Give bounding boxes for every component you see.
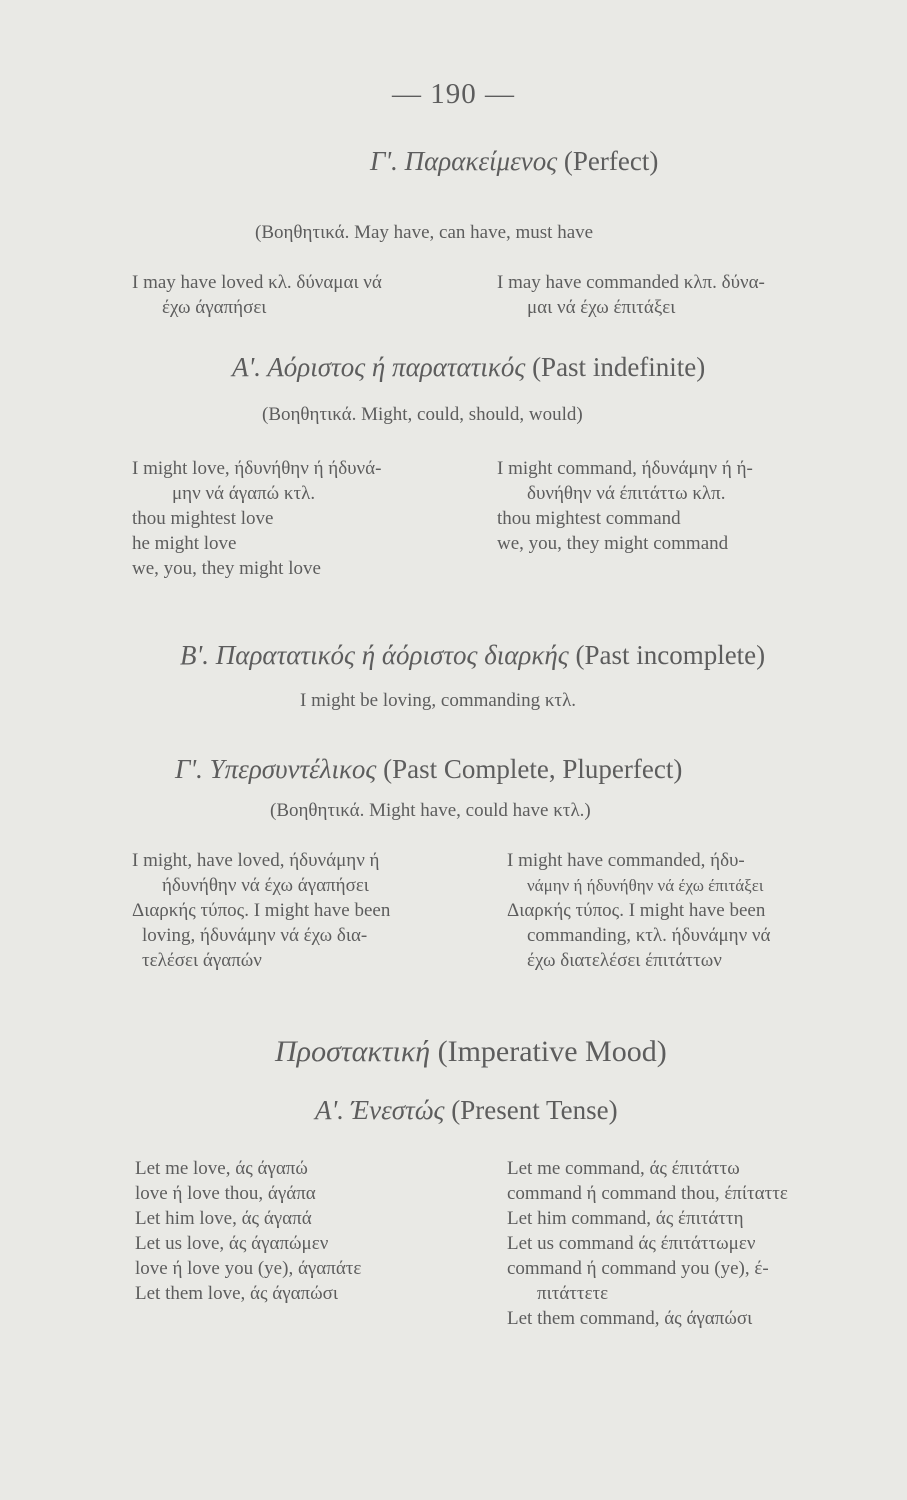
imperative-left-column	[135, 1156, 361, 1306]
aorist-heading-english: (Past indefinite)	[532, 352, 706, 382]
pluperfect-heading-english: (Past Complete, Pluperfect)	[383, 754, 683, 784]
aorist-right-column	[497, 456, 753, 556]
perfect-right-line: I may have commanded κλπ. δύνα-	[497, 272, 765, 293]
aorist-left-line: thou mightest love	[132, 508, 274, 529]
imperfect-heading-greek: Β'. Παρατατικός ή άόριστος διαρκής	[180, 640, 569, 670]
imperative-left-line: Let us love, άς άγαπώμεν	[135, 1233, 329, 1254]
perfect-left-line: έχω άγαπήσει	[162, 297, 267, 318]
present-tense-greek: Α'. Ένεστώς	[315, 1095, 445, 1125]
imperfect-heading-english: (Past incomplete)	[575, 640, 766, 670]
aorist-left-line: we, you, they might love	[132, 558, 321, 579]
pluperfect-left-line: Διαρκής τύπος. I might have been	[132, 900, 391, 921]
imperative-right-column	[507, 1156, 788, 1331]
aorist-right-line: I might command, ήδυνάμην ή ή-	[497, 458, 753, 479]
imperfect-heading	[180, 640, 765, 671]
perfect-heading-greek: Γ'. Παρακείμενος	[370, 146, 558, 176]
imperative-right-line: πιτάττετε	[537, 1283, 609, 1304]
aorist-right-line: δυνήθην νά έπιτάττω κλπ.	[527, 483, 726, 504]
perfect-auxiliaries: (Βοηθητικά. May have, can have, must have	[255, 222, 594, 243]
imperative-heading-greek: Προστακτική	[275, 1035, 431, 1068]
pluperfect-heading-greek: Γ'. Υπερσυντέλικος	[175, 754, 377, 784]
present-tense-english: (Present Tense)	[451, 1095, 618, 1125]
pluperfect-right-line: νάμην ή ήδυνήθην νά έχω έπιτάξει	[527, 876, 764, 895]
imperative-heading-english: (Imperative Mood)	[437, 1035, 667, 1068]
perfect-left-line: I may have loved κλ. δύναμαι νά	[132, 272, 382, 293]
imperative-right-line: Let me command, άς έπιτάττω	[507, 1158, 740, 1179]
aorist-left-column	[132, 456, 381, 581]
perfect-right-line: μαι νά έχω έπιτάξει	[527, 297, 676, 318]
perfect-right-column	[497, 270, 765, 320]
imperative-right-line: Let them command, άς άγαπώσι	[507, 1308, 753, 1329]
pluperfect-left-line: I might, have loved, ήδυνάμην ή	[132, 850, 380, 871]
pluperfect-right-line: Διαρκής τύπος. I might have been	[507, 900, 766, 921]
page-number: — 190 —	[392, 78, 515, 110]
aorist-right-line: thou mightest command	[497, 508, 681, 529]
pluperfect-left-column	[132, 848, 390, 973]
pluperfect-right-line: I might have commanded, ήδυ-	[507, 850, 745, 871]
aorist-auxiliaries: (Βοηθητικά. Might, could, should, would)	[262, 404, 583, 425]
perfect-heading	[370, 146, 658, 177]
pluperfect-left-line: loving, ήδυνάμην νά έχω δια-	[142, 925, 368, 946]
aorist-heading-greek: Α'. Αόριστος ή παρατατικός	[232, 352, 526, 382]
pluperfect-right-line: commanding, κτλ. ήδυνάμην νά	[527, 925, 771, 946]
imperative-left-line: love ή love you (ye), άγαπάτε	[135, 1258, 362, 1279]
aorist-right-line: we, you, they might command	[497, 533, 729, 554]
aorist-left-line: μην νά άγαπώ κτλ.	[172, 483, 316, 504]
imperative-left-line: Let them love, άς άγαπώσι	[135, 1283, 339, 1304]
imperative-left-line: Let him love, άς άγαπά	[135, 1208, 312, 1229]
imperfect-line: I might be loving, commanding κτλ.	[300, 690, 577, 711]
perfect-heading-english: (Perfect)	[563, 146, 659, 176]
pluperfect-heading	[175, 754, 682, 785]
present-tense-heading	[315, 1095, 618, 1126]
imperative-right-line: command ή command thou, έπίταττε	[507, 1183, 788, 1204]
perfect-left-column	[132, 270, 382, 320]
pluperfect-right-column	[507, 848, 770, 973]
imperative-left-line: love ή love thou, άγάπα	[135, 1183, 316, 1204]
aorist-left-line: I might love, ήδυνήθην ή ήδυνά-	[132, 458, 382, 479]
aorist-heading	[232, 352, 705, 383]
pluperfect-left-line: τελέσει άγαπών	[142, 950, 262, 971]
imperative-heading	[275, 1035, 667, 1069]
pluperfect-right-line: έχω διατελέσει έπιτάττων	[527, 950, 722, 971]
imperative-right-line: Let him command, άς έπιτάττη	[507, 1208, 744, 1229]
pluperfect-auxiliaries: (Βοηθητικά. Might have, could have κτλ.)	[270, 800, 591, 821]
imperative-left-line: Let me love, άς άγαπώ	[135, 1158, 308, 1179]
pluperfect-left-line: ήδυνήθην νά έχω άγαπήσει	[162, 875, 369, 896]
imperative-right-line: Let us command άς έπιτάττωμεν	[507, 1233, 756, 1254]
aorist-left-line: he might love	[132, 533, 237, 554]
imperative-right-line: command ή command you (ye), έ-	[507, 1258, 769, 1279]
